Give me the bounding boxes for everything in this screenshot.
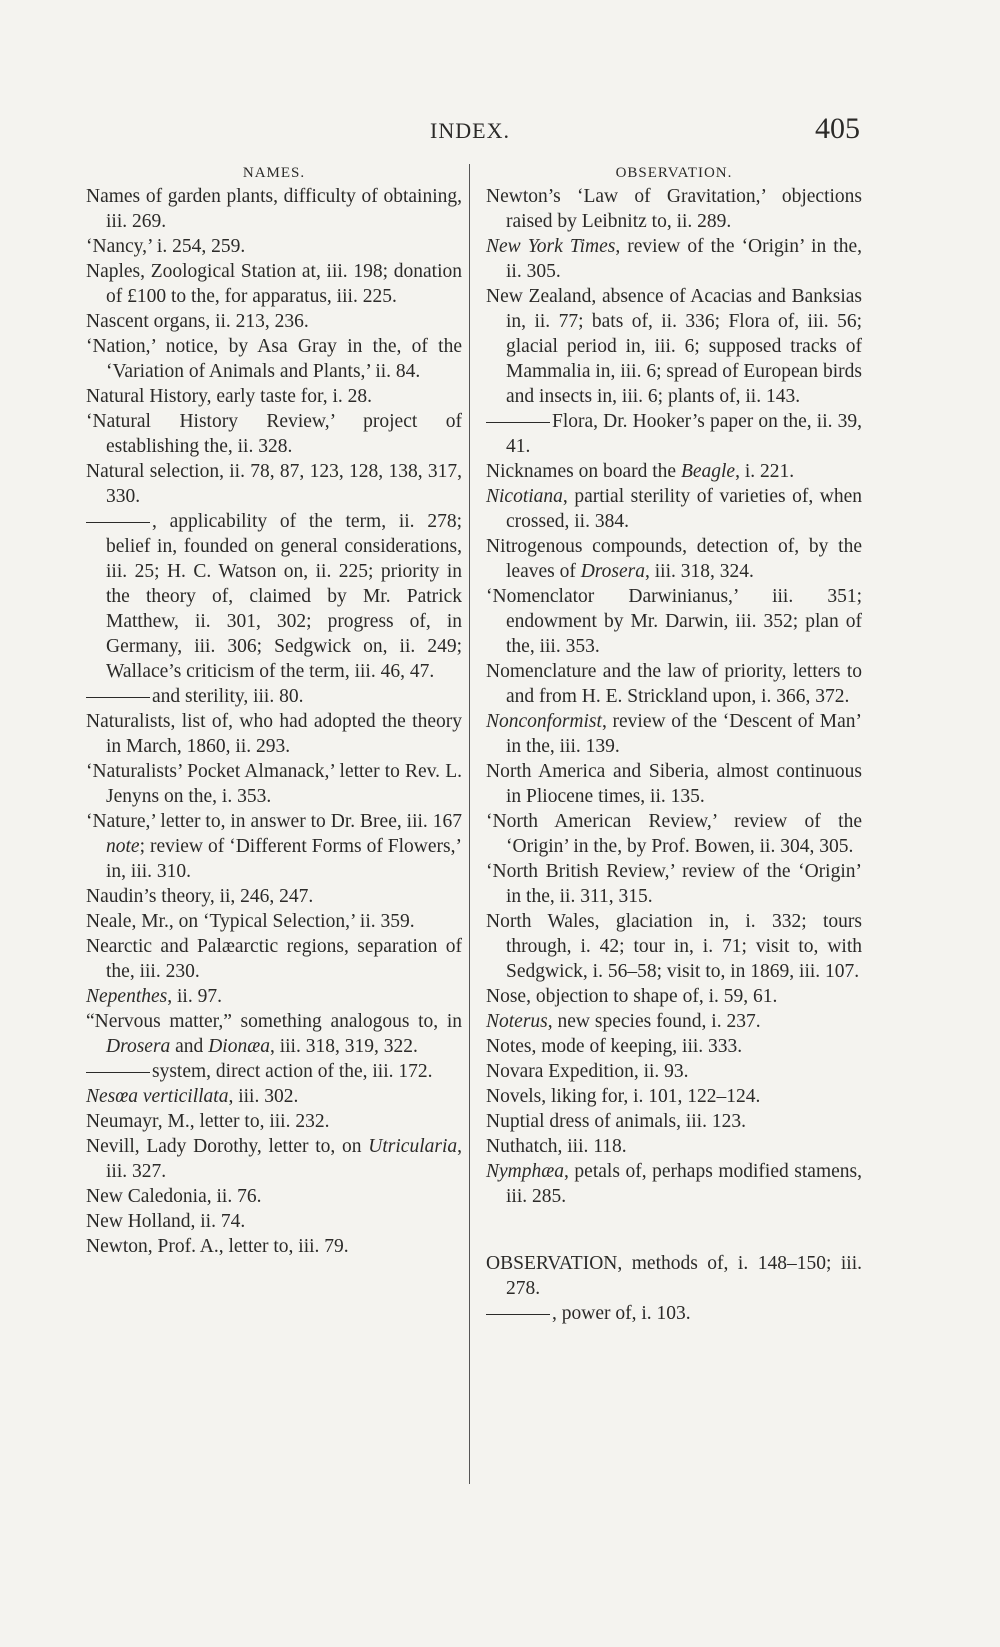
- ditto-rule: [486, 1314, 550, 1315]
- page-header: [80, 112, 860, 152]
- index-entry: Neumayr, M., letter to, iii. 232.: [86, 1111, 330, 1132]
- index-entry: Nascent organs, ii. 213, 236.: [86, 311, 309, 332]
- index-entry: ‘Naturalists’ Pocket Almanack,’ letter to Rev. L. Jenyns on the, i. 353.: [86, 761, 462, 807]
- ditto-rule: [486, 422, 550, 423]
- index-entry: New York Times, review of the ‘Origin’ in the, ii. 305.: [486, 236, 862, 282]
- index-entry: ‘Nature,’ letter to, in answer to Dr. Bree, iii. 167 note; review of ‘Different Forms of Flowers,’ in, iii. 310.: [86, 811, 462, 882]
- index-entry: Names of garden plants, difficulty of obtaining, iii. 269.: [86, 186, 462, 232]
- index-subentry: Flora, Dr. Hooker’s paper on the, ii. 39, 41.: [486, 409, 862, 459]
- index-subentry: , applicability of the term, ii. 278; belief in, founded on general considerations, iii. 25; H. C. Watson on, ii. 225; priority in the theory of, claimed by Mr. Patrick Matthew, ii. 301, 302; progress of, in Germany, iii. 306; Sedgwick on, ii. 249; Wallace’s criticism of the term, iii. 46, 47.: [86, 509, 462, 684]
- index-entry: Naudin’s theory, ii, 246, 247.: [86, 886, 314, 907]
- index-entry: Nuthatch, iii. 118.: [486, 1136, 627, 1157]
- column-divider: [469, 164, 470, 1484]
- index-entry: New Caledonia, ii. 76.: [86, 1186, 262, 1207]
- index-entry: Neale, Mr., on ‘Typical Selection,’ ii. 359.: [86, 911, 415, 932]
- index-entry: Nuptial dress of animals, iii. 123.: [486, 1111, 746, 1132]
- index-entry: North Wales, glaciation in, i. 332; tours through, i. 42; tour in, i. 71; visit to, with Sedgwick, i. 56–58; visit to, in 1869, iii. 107.: [486, 911, 862, 982]
- index-entry: Nicotiana, partial sterility of varieties of, when crossed, ii. 384.: [486, 486, 862, 532]
- index-subentry: system, direct action of the, iii. 172.: [86, 1059, 462, 1084]
- index-entry: Nonconformist, review of the ‘Descent of Man’ in the, iii. 139.: [486, 711, 862, 757]
- index-entry: Notes, mode of keeping, iii. 333.: [486, 1036, 743, 1057]
- index-entry: Nepenthes, ii. 97.: [86, 986, 222, 1007]
- right-column-heading: OBSERVATION.: [615, 165, 733, 181]
- index-entry: Noterus, new species found, i. 237.: [486, 1011, 761, 1032]
- index-entry: ‘North American Review,’ review of the ‘Origin’ in the, by Prof. Bowen, ii. 304, 305.: [486, 811, 862, 857]
- index-entry: ‘Nation,’ notice, by Asa Gray in the, of the ‘Variation of Animals and Plants,’ ii. 84.: [86, 336, 462, 382]
- index-entry: Nomenclature and the law of priority, letters to and from H. E. Strickland upon, i. 366, 372.: [486, 661, 862, 707]
- index-entry: Novara Expedition, ii. 93.: [486, 1061, 689, 1082]
- index-subentry: and sterility, iii. 80.: [86, 684, 462, 709]
- index-entry: Naturalists, list of, who had adopted the theory in March, 1860, ii. 293.: [86, 711, 462, 757]
- index-entry: Newton, Prof. A., letter to, iii. 79.: [86, 1236, 349, 1257]
- running-head: INDEX.: [430, 118, 510, 143]
- index-entry: Newton’s ‘Law of Gravitation,’ objections raised by Leibnitz to, ii. 289.: [486, 186, 862, 232]
- index-entry: Natural History, early taste for, i. 28.: [86, 386, 373, 407]
- ditto-rule: [86, 697, 150, 698]
- left-column-heading: NAMES.: [242, 165, 306, 181]
- section-gap: [486, 1209, 862, 1251]
- index-entry: “Nervous matter,” something analogous to, in Drosera and Dionæa, iii. 318, 319, 322.: [86, 1011, 462, 1057]
- index-entry: North America and Siberia, almost continuous in Pliocene times, ii. 135.: [486, 761, 862, 807]
- index-entry: Nevill, Lady Dorothy, letter to, on Utricularia, iii. 327.: [86, 1136, 462, 1182]
- index-entry: Nose, objection to shape of, i. 59, 61.: [486, 986, 778, 1007]
- index-entry: ‘Nomenclator Darwinianus,’ iii. 351; endowment by Mr. Darwin, iii. 352; plan of the, iii. 353.: [486, 586, 862, 657]
- index-entry: Nesœa verticillata, iii. 302.: [86, 1086, 299, 1107]
- page-number: 405: [815, 112, 860, 145]
- index-entry: ‘Natural History Review,’ project of establishing the, ii. 328.: [86, 411, 462, 457]
- index-entry: Novels, liking for, i. 101, 122–124.: [486, 1086, 761, 1107]
- index-entry: Nitrogenous compounds, detection of, by the leaves of Drosera, iii. 318, 324.: [486, 536, 862, 582]
- index-entry: Nicknames on board the Beagle, i. 221.: [486, 461, 795, 482]
- left-column: [86, 162, 462, 1259]
- index-entry: Naples, Zoological Station at, iii. 198; donation of £100 to the, for apparatus, iii. 225.: [86, 261, 462, 307]
- index-entry: Natural selection, ii. 78, 87, 123, 128, 138, 317, 330.: [86, 461, 462, 507]
- ditto-rule: [86, 1072, 150, 1073]
- right-column: [486, 162, 862, 1326]
- index-entry: ‘North British Review,’ review of the ‘Origin’ in the, ii. 311, 315.: [486, 861, 862, 907]
- ditto-rule: [86, 522, 150, 523]
- section-entry-observation: OBSERVATION, methods of, i. 148–150; iii. 278.: [486, 1253, 862, 1299]
- index-entry: New Zealand, absence of Acacias and Banksias in, ii. 77; bats of, ii. 336; Flora of, iii. 56; glacial period in, iii. 6; supposed tracks of Mammalia in, iii. 6; spread of European birds and insects in, iii. 6; plants of, ii. 143.: [486, 286, 862, 407]
- index-entry: ‘Nancy,’ i. 254, 259.: [86, 236, 246, 257]
- index-subentry: , power of, i. 103.: [486, 1301, 862, 1326]
- index-entry: Nymphæa, petals of, perhaps modified stamens, iii. 285.: [486, 1161, 862, 1207]
- index-entry: New Holland, ii. 74.: [86, 1211, 246, 1232]
- index-entry: Nearctic and Palæarctic regions, separation of the, iii. 230.: [86, 936, 462, 982]
